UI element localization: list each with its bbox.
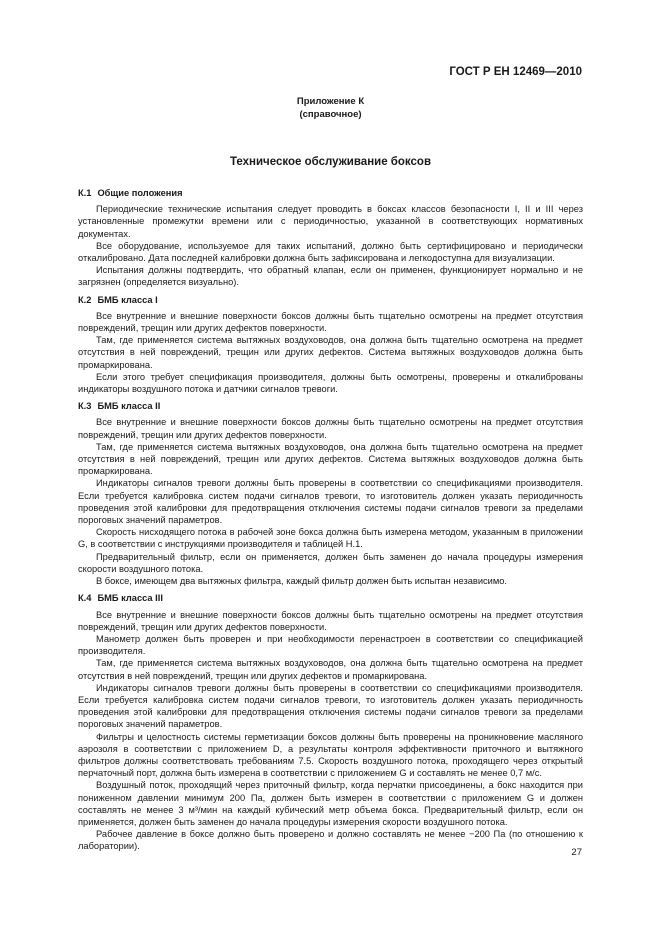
- section-number: К.1: [78, 188, 92, 198]
- paragraph: Индикаторы сигналов тревоги должны быть проверены в соответствии со спецификациями производителя. Если требуется калибровка систем подачи сигналов тревоги, то изготовитель должен указать периодичность проведения этой калибровки для предотвращения отключения системы подачи сигналов тревоги за пределами пороговых значений параметров.: [78, 682, 583, 730]
- standard-designation: ГОСТ Р ЕН 12469—2010: [449, 66, 582, 78]
- annex-subtitle: (справочное): [299, 109, 362, 120]
- paragraph: Там, где применяется система вытяжных воздуховодов, она должна быть тщательно осмотрена на предмет отсутствия в ней повреждений, трещин или других дефектов. Система вытяжных воздуховодов должна быть промаркирована.: [78, 335, 583, 370]
- main-title: Техническое обслуживание боксов: [229, 156, 432, 168]
- document-body: [78, 187, 583, 858]
- paragraph: В боксе, имеющем два вытяжных фильтра, каждый фильтр должен быть испытан независимо.: [96, 576, 508, 587]
- paragraph: Все внутренние и внешние поверхности боксов должны быть тщательно осмотрены на предмет отсутствия повреждений, трещин или других дефектов поверхности.: [78, 417, 583, 440]
- paragraph: Если этого требует спецификация производителя, должны быть осмотрены, проверены и откалиброваны индикаторы воздушного потока и датчики сигналов тревоги.: [78, 371, 583, 395]
- section-title: БМБ класса III: [97, 593, 163, 604]
- paragraph: Испытания должны подтвердить, что обратный клапан, если он применен, функционирует нормально и не загрязнен (определяется визуально).: [78, 265, 583, 288]
- section-heading: [78, 187, 583, 199]
- paragraph: Индикаторы сигналов тревоги должны быть проверены в соответствии со спецификациями производителя. Если требуется калибровка систем подачи сигналов тревоги, то изготовитель должен указать периодичность проведения этой калибровки для предотвращения отключения системы подачи сигналов тревоги за пределами пороговых значений параметров.: [78, 478, 583, 526]
- page-number: 27: [571, 847, 582, 858]
- paragraph: Скорость нисходящего потока в рабочей зоне бокса должна быть измерена методом, указанным в приложении G, в соответствии с инструкциями производителя и таблицей Н.1.: [78, 527, 583, 550]
- section-k4: [78, 592, 583, 852]
- section-heading: [78, 400, 583, 412]
- paragraph: Там, где применяется система вытяжных воздуховодов, она должна быть тщательно осмотрена на предмет отсутствия в ней повреждений, трещин или других дефектов и промаркирована.: [78, 658, 583, 681]
- paragraph: Все внутренние и внешние поверхности боксов должны быть тщательно осмотрены на предмет отсутствия повреждений, трещин или других дефектов поверхности.: [78, 609, 583, 632]
- section-title: БМБ класса I: [97, 294, 158, 305]
- paragraph: Манометр должен быть проверен и при необходимости перенастроен в соответствии со спецификацией производителя.: [78, 633, 583, 657]
- paragraph: Периодические технические испытания следует проводить в боксах классов безопасности I, II и III через установленные промежутки времени или с периодичностью, указанной в соответствующих нормативных документах.: [78, 204, 583, 239]
- paragraph: Рабочее давление в боксе должно быть проверено и должно составлять не менее −200 Па (по отношению к лаборатории).: [78, 829, 583, 852]
- section-number: К.3: [78, 401, 92, 412]
- section-number: К.4: [78, 593, 92, 604]
- paragraph: Все оборудование, используемое для таких испытаний, должно быть сертифицировано и периодически откалибровано. Дата последней калибровки должна быть зафиксирована и легкодоступна для визуализации.: [78, 240, 583, 264]
- paragraph: Все внутренние и внешние поверхности боксов должны быть тщательно осмотрены на предмет отсутствия повреждений, трещин или других дефектов поверхности.: [78, 310, 583, 334]
- annex-heading: [0, 95, 661, 121]
- paragraph: Предварительный фильтр, если он применяется, должен быть заменен до начала процедуры измерения скорости воздушного потока.: [78, 551, 583, 574]
- paragraph: Воздушный поток, проходящий через приточный фильтр, когда перчатки присоединены, а бокс находится при пониженном давлении минимум 200 Па, должен быть измерен в соответствии с приложением G и должен составлять не менее 3 м³/мин на каждый кубический метр объема бокса. Предварительный фильтр, если он применяется, должен быть заменен до начала процедуры измерения скорости воздушного потока.: [78, 780, 583, 827]
- annex-title: Приложение К: [296, 96, 365, 107]
- section-k1: [78, 187, 583, 289]
- section-title: Общие положения: [97, 188, 183, 198]
- section-number: К.2: [78, 294, 92, 305]
- section-k3: [78, 400, 583, 587]
- section-title: БМБ класса II: [97, 401, 161, 412]
- section-heading: [78, 592, 583, 604]
- paragraph: Там, где применяется система вытяжных воздуховодов, она должна быть тщательно осмотрена на предмет отсутствия в ней повреждений, трещин или других дефектов. Система вытяжных воздуховодов должна быть промаркирована.: [78, 441, 583, 477]
- section-heading: [78, 294, 583, 306]
- section-k2: [78, 294, 583, 396]
- paragraph: Фильтры и целостность системы герметизации боксов должны быть проверены на проникновение масляного аэрозоля в соответствии с приложением D, а результаты контроля эффективности приточного и вытяжного фильтров должны соответствовать требованиям 7.5. Скорость воздушного потока, проходящего через открытый перчаточный порт, должна быть измерена в соответствии с приложением G и составлять не менее 0,7 м/с.: [78, 731, 583, 779]
